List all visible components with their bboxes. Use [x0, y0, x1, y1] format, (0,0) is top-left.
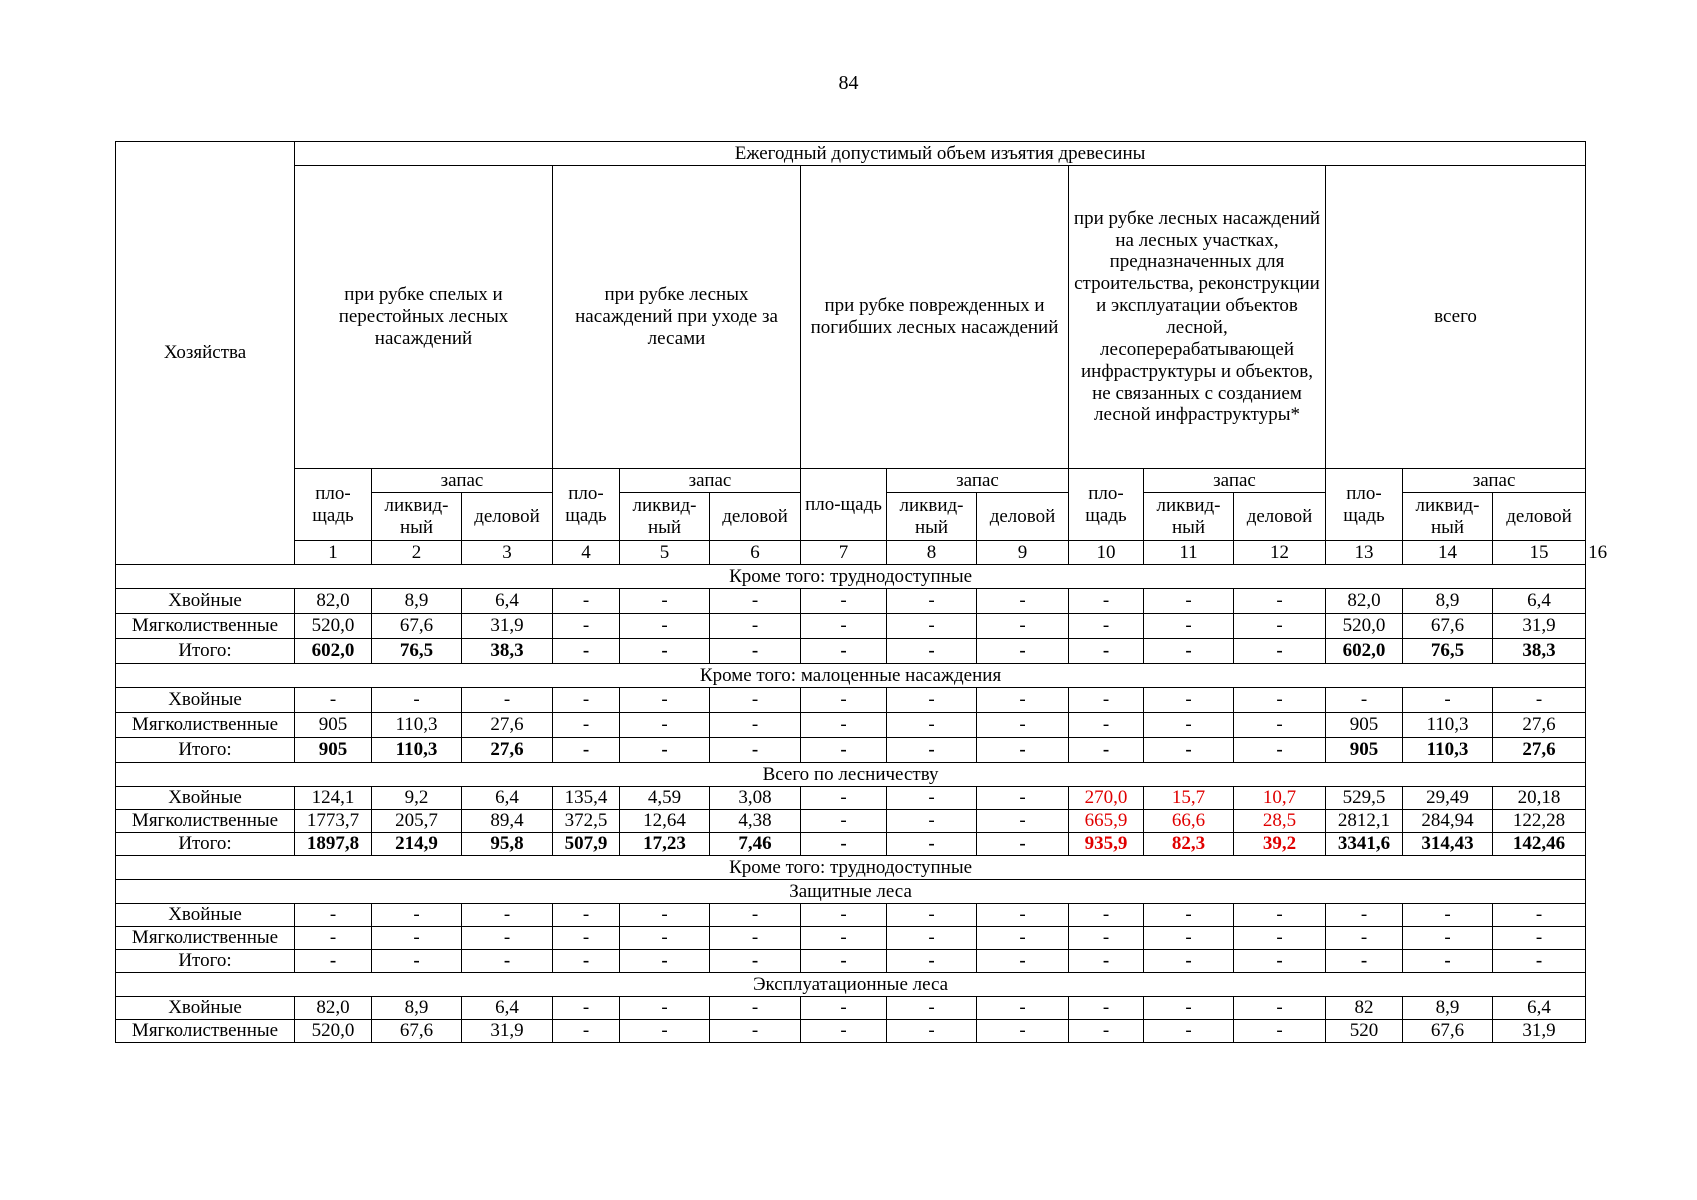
table-cell: - — [372, 950, 462, 973]
table-cell: - — [1144, 589, 1234, 614]
table-cell: - — [1403, 688, 1493, 713]
table-cell: 9,2 — [372, 787, 462, 810]
table-cell: - — [887, 713, 977, 738]
table-cell: 4,59 — [620, 787, 710, 810]
table-cell: - — [710, 639, 801, 664]
table-cell: 82,0 — [295, 997, 372, 1020]
table-cell: - — [372, 927, 462, 950]
table-cell: - — [620, 904, 710, 927]
table-row — [116, 614, 1586, 639]
table-cell: - — [801, 810, 887, 833]
table-cell: - — [553, 738, 620, 763]
table-cell: - — [295, 904, 372, 927]
table-cell: - — [1403, 904, 1493, 927]
table-cell: - — [1326, 950, 1403, 973]
table-cell: - — [801, 589, 887, 614]
table-cell: 82,0 — [1326, 589, 1403, 614]
table-cell: - — [710, 589, 801, 614]
section-title: Кроме того: труднодоступные — [116, 565, 1586, 589]
section-title: Кроме того: труднодоступные — [116, 856, 1586, 880]
row-label: Мягколиственные — [116, 1020, 295, 1043]
table-cell: - — [977, 614, 1069, 639]
table-cell: 110,3 — [1403, 713, 1493, 738]
table-cell: - — [1326, 904, 1403, 927]
table-cell: - — [710, 1020, 801, 1043]
row-label: Хвойные — [116, 589, 295, 614]
table-cell: 8,9 — [1403, 589, 1493, 614]
table-cell: - — [977, 688, 1069, 713]
table-cell: 905 — [295, 738, 372, 763]
table-cell: - — [295, 927, 372, 950]
table-cell: 214,9 — [372, 833, 462, 856]
table-cell: - — [1493, 904, 1586, 927]
table-cell: - — [620, 589, 710, 614]
row-label: Хвойные — [116, 787, 295, 810]
header-area: пло-щадь — [801, 469, 887, 541]
table-cell: - — [553, 688, 620, 713]
header-stock: запас — [372, 469, 553, 493]
row-label: Итого: — [116, 950, 295, 973]
table-cell: - — [887, 904, 977, 927]
table-cell: - — [977, 639, 1069, 664]
table-cell: 6,4 — [462, 589, 553, 614]
table-cell: 905 — [1326, 738, 1403, 763]
table-cell: - — [977, 997, 1069, 1020]
table-cell: 8,9 — [372, 997, 462, 1020]
table-cell: - — [1069, 713, 1144, 738]
table-cell: 67,6 — [372, 1020, 462, 1043]
row-label: Мягколиственные — [116, 614, 295, 639]
table-row — [116, 639, 1586, 664]
table-cell: 520 — [1326, 1020, 1403, 1043]
table-cell: - — [1144, 738, 1234, 763]
table-cell: - — [620, 997, 710, 1020]
column-number: 11 — [1144, 541, 1234, 565]
column-number: 8 — [887, 541, 977, 565]
header-group-construction: при рубке лесных насаждений на лесных участках, предназначенных для строительства, реконструкции и эксплуатации объектов лесной, лесоперерабатывающей инфраструктуры и объектов, не связанных с созданием лесной инфраструктуры* — [1069, 166, 1326, 469]
table-cell: 76,5 — [1403, 639, 1493, 664]
table-cell: 7,46 — [710, 833, 801, 856]
table-cell: 602,0 — [295, 639, 372, 664]
table-cell: 3,08 — [710, 787, 801, 810]
table-cell: - — [553, 904, 620, 927]
table-row — [116, 738, 1586, 763]
column-number: 2 — [372, 541, 462, 565]
table-cell: 82,3 — [1144, 833, 1234, 856]
table-cell: 67,6 — [1403, 614, 1493, 639]
table-cell: - — [462, 950, 553, 973]
table-cell: 20,18 — [1493, 787, 1586, 810]
table-cell: - — [1144, 713, 1234, 738]
table-cell: 110,3 — [372, 738, 462, 763]
table-cell: 270,0 — [1069, 787, 1144, 810]
column-number: 4 — [553, 541, 620, 565]
table-cell: 3341,6 — [1326, 833, 1403, 856]
table-cell: 520,0 — [295, 614, 372, 639]
header-business: деловой — [1234, 493, 1326, 541]
table-cell: 31,9 — [1493, 1020, 1586, 1043]
table-cell: - — [710, 904, 801, 927]
table-cell: 15,7 — [1144, 787, 1234, 810]
table-cell: 82 — [1326, 997, 1403, 1020]
table-row — [116, 810, 1586, 833]
table-cell: - — [710, 997, 801, 1020]
header-group-thinning: при рубке лесных насаждений при уходе за лесами — [553, 166, 801, 469]
table-row — [116, 904, 1586, 927]
header-stock: запас — [887, 469, 1069, 493]
header-area: пло-щадь — [553, 469, 620, 541]
table-cell: - — [553, 1020, 620, 1043]
table-cell: - — [801, 713, 887, 738]
table-cell: 935,9 — [1069, 833, 1144, 856]
table-cell: - — [1493, 688, 1586, 713]
table-cell: - — [1144, 614, 1234, 639]
table-cell: 142,46 — [1493, 833, 1586, 856]
table-cell: - — [887, 997, 977, 1020]
column-number: 6 — [710, 541, 801, 565]
table-cell: - — [553, 927, 620, 950]
table-cell: - — [1069, 738, 1144, 763]
table-cell: 6,4 — [462, 787, 553, 810]
table-cell: - — [1234, 688, 1326, 713]
header-stock: запас — [1144, 469, 1326, 493]
table-row — [116, 787, 1586, 810]
table-cell: - — [553, 639, 620, 664]
row-label: Мягколиственные — [116, 927, 295, 950]
header-liquid: ликвид-ный — [372, 493, 462, 541]
header-group-total: всего — [1326, 166, 1586, 469]
table-cell: 39,2 — [1234, 833, 1326, 856]
table-cell: 1773,7 — [295, 810, 372, 833]
row-label: Мягколиственные — [116, 810, 295, 833]
table-cell: - — [977, 904, 1069, 927]
column-number: 13 — [1326, 541, 1403, 565]
timber-volume-table: Хозяйства Ежегодный допустимый объем изъятия древесины при рубке спелых и перестойных лесных насаждений при рубке лесных насаждений при уходе за лесами при рубке поврежденных и погибших лесных насаждений при рубке лесных насаждений на лесных участках, предназначенных для строительства, реконструкции и эксплуатации объектов лесной, лесоперерабатывающей инфраструктуры и объектов, не связанных с созданием лесной инфраструктуры* всего пло-щадь запас пло-щадь запас пло-щадь запас пло-щадь запас пло-щадь запас ликвид-ный деловой ликвид-ный деловой ликвид-ный деловой ликвид-ный деловой ликвид-ный деловой 1 2 3 4 5 6 7 8 9 10 11 12 13 14 15 16 Кроме того: труднодоступные Хвойные 82,0 8,9 6,4 - - - - - - - - - 82,0 8,9 6,4 Мягколиственные 520,0 67,6 31,9 - - - - - - - - - 520,0 67,6 31,9 Итого: 602,0 76,5 38,3 - - - - - - - - - 602,0 76,5 38,3 Кроме того: малоценные насаждения Хвойные - - - - - - - - - - - - - - - Мягколиственные 905 110,3 27,6 - - - - - - - - - 905 110,3 27,6 Итого: 905 110,3 27,6 - - - - - - - - - 905 110,3 27,6 Всего по лесничеству Хвойные 124,1 9,2 6,4 135,4 4,59 3,08 - - - 270,0 15,7 10,7 529,5 29,49 20,18 Мягколиственные 1773,7 205,7 89,4 372,5 12,64 4,38 - - - 665,9 66,6 28,5 2812,1 284,94 122,28 Итого: 1897,8 214,9 95,8 507,9 17,23 7,46 - - - 935,9 82,3 39,2 3341,6 314,43 142,46 Кроме того: труднодоступные Защитные леса Хвойные - - - - - - - - - - - - - - - Мягколиственные - - - - - - - - - - - - - - - Итого: - - - - - - - - - - - - - - - Эксплуатационные леса Хвойные 82,0 8,9 6,4 - - - - - - - - - 82 8,9 6,4 Мягколиственные 520,0 67,6 31,9 - - - - - - - - - 520 67,6 31,9 — [115, 141, 1586, 1043]
table-cell: - — [1069, 589, 1144, 614]
table-cell: - — [977, 810, 1069, 833]
table-cell: - — [977, 927, 1069, 950]
table-cell: 8,9 — [372, 589, 462, 614]
table-row — [116, 589, 1586, 614]
table-cell: - — [295, 950, 372, 973]
table-cell: - — [1069, 927, 1144, 950]
column-number: 1 — [295, 541, 372, 565]
table-row — [116, 713, 1586, 738]
table-row — [116, 833, 1586, 856]
row-label: Хвойные — [116, 904, 295, 927]
table-cell: - — [801, 1020, 887, 1043]
section-title: Кроме того: малоценные насаждения — [116, 664, 1586, 688]
table-cell: 905 — [295, 713, 372, 738]
table-cell: - — [1234, 950, 1326, 973]
table-cell: - — [710, 688, 801, 713]
table-cell: - — [710, 614, 801, 639]
table-cell: - — [1144, 688, 1234, 713]
table-cell: 10,7 — [1234, 787, 1326, 810]
table-cell: 905 — [1326, 713, 1403, 738]
table-cell: - — [1234, 904, 1326, 927]
header-stock: запас — [620, 469, 801, 493]
column-number: 5 — [620, 541, 710, 565]
section-title: Защитные леса — [116, 880, 1586, 904]
table-cell: - — [801, 688, 887, 713]
header-liquid: ликвид-ный — [1403, 493, 1493, 541]
table-cell: - — [1144, 950, 1234, 973]
table-cell: - — [553, 997, 620, 1020]
table-cell: 2812,1 — [1326, 810, 1403, 833]
table-cell: - — [887, 950, 977, 973]
table-cell: - — [977, 1020, 1069, 1043]
table-cell: - — [710, 927, 801, 950]
section-title: Эксплуатационные леса — [116, 973, 1586, 997]
table-cell: - — [1069, 904, 1144, 927]
table-cell: - — [1234, 1020, 1326, 1043]
table-cell: - — [462, 927, 553, 950]
table-row — [116, 1020, 1586, 1043]
column-number: 9 — [977, 541, 1069, 565]
table-cell: 602,0 — [1326, 639, 1403, 664]
column-number: 7 — [801, 541, 887, 565]
header-farms: Хозяйства — [116, 142, 295, 565]
table-cell: - — [372, 904, 462, 927]
table-cell: 122,28 — [1493, 810, 1586, 833]
header-business: деловой — [1493, 493, 1586, 541]
table-cell: - — [887, 688, 977, 713]
row-label: Хвойные — [116, 688, 295, 713]
table-cell: - — [620, 688, 710, 713]
table-cell: - — [462, 688, 553, 713]
table-cell: - — [1144, 927, 1234, 950]
column-number: 15 — [1493, 541, 1586, 565]
table-cell: - — [372, 688, 462, 713]
table-cell: - — [1069, 1020, 1144, 1043]
table-cell: 29,49 — [1403, 787, 1493, 810]
table-cell: - — [1403, 927, 1493, 950]
header-liquid: ликвид-ный — [887, 493, 977, 541]
table-cell: 6,4 — [1493, 997, 1586, 1020]
header-area: пло-щадь — [1326, 469, 1403, 541]
table-cell: - — [620, 639, 710, 664]
table-cell: - — [1234, 589, 1326, 614]
table-row — [116, 688, 1586, 713]
table-cell: - — [1144, 997, 1234, 1020]
row-label: Итого: — [116, 639, 295, 664]
table-cell: - — [1069, 639, 1144, 664]
table-cell: - — [1403, 950, 1493, 973]
table-cell: - — [887, 639, 977, 664]
table-row — [116, 950, 1586, 973]
column-number: 14 — [1403, 541, 1493, 565]
table-cell: - — [887, 738, 977, 763]
header-group-damaged: при рубке поврежденных и погибших лесных насаждений — [801, 166, 1069, 469]
table-cell: - — [1144, 639, 1234, 664]
header-business: деловой — [977, 493, 1069, 541]
row-label: Мягколиственные — [116, 713, 295, 738]
table-cell: 507,9 — [553, 833, 620, 856]
table-cell: - — [710, 713, 801, 738]
table-cell: - — [801, 639, 887, 664]
table-cell: - — [887, 833, 977, 856]
header-area: пло-щадь — [1069, 469, 1144, 541]
table-cell: - — [977, 950, 1069, 973]
table-cell: 6,4 — [1493, 589, 1586, 614]
table-cell: - — [1234, 997, 1326, 1020]
table-cell: - — [1493, 950, 1586, 973]
section-title: Всего по лесничеству — [116, 763, 1586, 787]
table-cell: - — [620, 614, 710, 639]
table-cell: - — [887, 927, 977, 950]
table-cell: 27,6 — [462, 713, 553, 738]
table-cell: - — [977, 787, 1069, 810]
row-label: Итого: — [116, 738, 295, 763]
header-group-mature: при рубке спелых и перестойных лесных насаждений — [295, 166, 553, 469]
table-cell: - — [553, 614, 620, 639]
table-cell: 8,9 — [1403, 997, 1493, 1020]
table-cell: 76,5 — [372, 639, 462, 664]
table-cell: 135,4 — [553, 787, 620, 810]
table-cell: - — [1069, 688, 1144, 713]
table-cell: - — [620, 950, 710, 973]
table-cell: 27,6 — [1493, 713, 1586, 738]
table-cell: - — [1234, 639, 1326, 664]
header-liquid: ликвид-ный — [1144, 493, 1234, 541]
table-cell: - — [887, 614, 977, 639]
table-cell: 82,0 — [295, 589, 372, 614]
table-cell: - — [801, 997, 887, 1020]
table-cell: - — [887, 787, 977, 810]
table-row — [116, 997, 1586, 1020]
table-cell: - — [977, 833, 1069, 856]
table-cell: - — [462, 904, 553, 927]
table-cell: - — [1493, 927, 1586, 950]
table-cell: - — [977, 713, 1069, 738]
table-cell: - — [620, 738, 710, 763]
table-cell: 110,3 — [1403, 738, 1493, 763]
table-cell: - — [801, 787, 887, 810]
table-cell: 520,0 — [1326, 614, 1403, 639]
table-cell: 89,4 — [462, 810, 553, 833]
table-cell: 17,23 — [620, 833, 710, 856]
table-cell: - — [553, 589, 620, 614]
table-cell: 67,6 — [372, 614, 462, 639]
table-cell: 31,9 — [1493, 614, 1586, 639]
row-label: Хвойные — [116, 997, 295, 1020]
table-cell: - — [1069, 614, 1144, 639]
table-cell: - — [553, 950, 620, 973]
column-number: 3 — [462, 541, 553, 565]
table-cell: - — [801, 904, 887, 927]
table-cell: - — [1326, 927, 1403, 950]
table-cell: - — [710, 950, 801, 973]
table-cell: 27,6 — [462, 738, 553, 763]
table-cell: - — [620, 713, 710, 738]
row-label: Итого: — [116, 833, 295, 856]
table-cell: - — [620, 1020, 710, 1043]
header-main: Ежегодный допустимый объем изъятия древесины — [295, 142, 1586, 166]
table-cell: - — [620, 927, 710, 950]
table-cell: 372,5 — [553, 810, 620, 833]
table-cell: - — [801, 833, 887, 856]
header-business: деловой — [710, 493, 801, 541]
table-cell: 110,3 — [372, 713, 462, 738]
table-cell: - — [801, 927, 887, 950]
table-cell: - — [295, 688, 372, 713]
table-cell: 124,1 — [295, 787, 372, 810]
table-cell: - — [801, 738, 887, 763]
table-cell: 665,9 — [1069, 810, 1144, 833]
table-cell: 31,9 — [462, 614, 553, 639]
column-number: 10 — [1069, 541, 1144, 565]
table-cell: 67,6 — [1403, 1020, 1493, 1043]
table-cell: 314,43 — [1403, 833, 1493, 856]
header-area: пло-щадь — [295, 469, 372, 541]
table-cell: 66,6 — [1144, 810, 1234, 833]
table-cell: - — [1234, 713, 1326, 738]
table-cell: 529,5 — [1326, 787, 1403, 810]
table-cell: - — [1234, 738, 1326, 763]
table-cell: - — [887, 1020, 977, 1043]
table-cell: 284,94 — [1403, 810, 1493, 833]
header-stock: запас — [1403, 469, 1586, 493]
table-cell: 38,3 — [1493, 639, 1586, 664]
table-cell: - — [1069, 950, 1144, 973]
table-cell: 4,38 — [710, 810, 801, 833]
table-cell: 38,3 — [462, 639, 553, 664]
header-business: деловой — [462, 493, 553, 541]
table-cell: - — [553, 713, 620, 738]
table-cell: 205,7 — [372, 810, 462, 833]
table-cell: - — [977, 738, 1069, 763]
table-cell: 27,6 — [1493, 738, 1586, 763]
table-cell: 28,5 — [1234, 810, 1326, 833]
table-cell: - — [1326, 688, 1403, 713]
table-cell: - — [887, 589, 977, 614]
header-liquid: ликвид-ный — [620, 493, 710, 541]
table-cell: - — [1069, 997, 1144, 1020]
page-number: 84 — [838, 72, 859, 94]
table-cell: 12,64 — [620, 810, 710, 833]
table-cell: - — [1144, 904, 1234, 927]
table-cell: - — [977, 589, 1069, 614]
table-cell: - — [1234, 614, 1326, 639]
table-cell: 31,9 — [462, 1020, 553, 1043]
table-row — [116, 927, 1586, 950]
table-cell: - — [801, 950, 887, 973]
table-cell: 1897,8 — [295, 833, 372, 856]
table-cell: - — [1234, 927, 1326, 950]
table-cell: - — [1144, 1020, 1234, 1043]
column-number: 12 — [1234, 541, 1326, 565]
table-cell: - — [801, 614, 887, 639]
table-cell: 95,8 — [462, 833, 553, 856]
table-cell: 6,4 — [462, 997, 553, 1020]
table-cell: - — [710, 738, 801, 763]
table-cell: 520,0 — [295, 1020, 372, 1043]
table-cell: - — [887, 810, 977, 833]
